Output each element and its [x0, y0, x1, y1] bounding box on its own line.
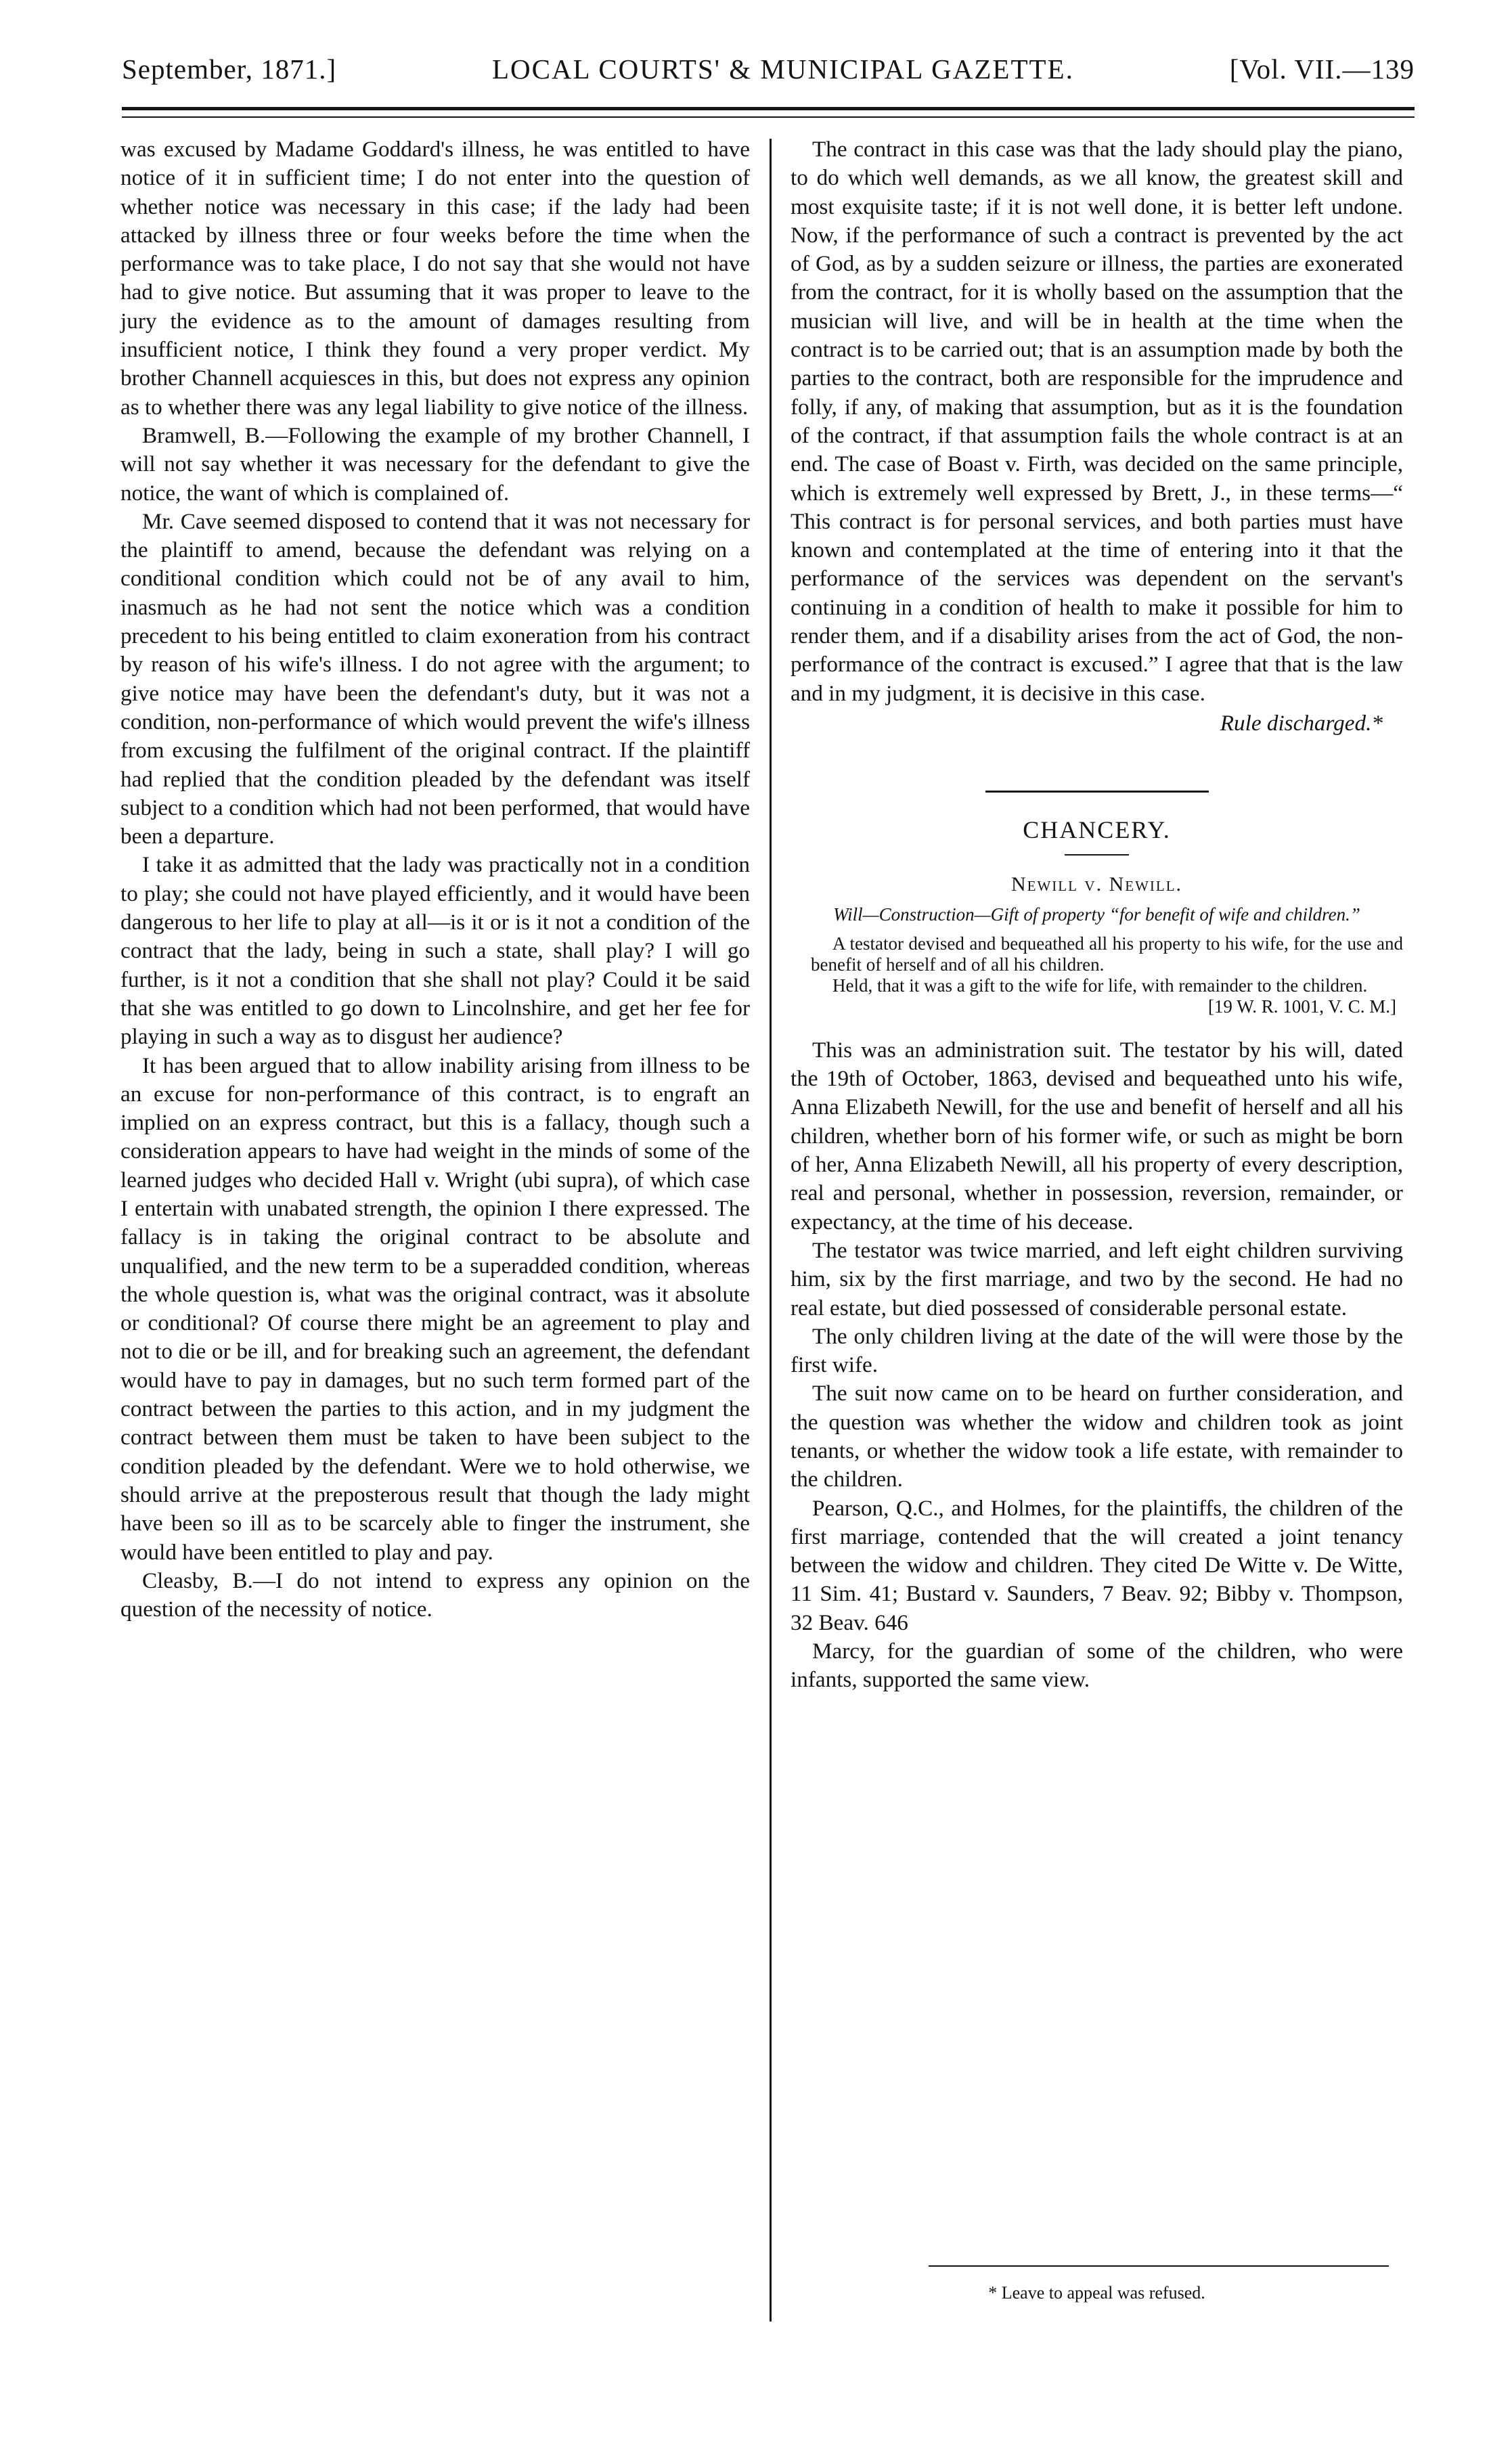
header-volume: [Vol. VII.—139	[1229, 53, 1415, 85]
right-paragraph: The contract in this case was that the lady should play the piano, to do which well demands, as we all know, the greatest skill and most exquisite taste; if it is not well done, it is better left undone. Now, if the performance of such a contract is prevented by the act of God, as by a sudden seizure or illness, the parties are exonerated from the contract, for it is wholly based on the assumption that the musician will live, and will be in health at the time when the contract is to be carried out; that is an assumption made by both the parties to the contract, both are responsible for the imprudence and folly, if any, of making that assumption, but as it is the foundation of the contract, if that assumption fails the whole contract is at an end. The case of Boast v. Firth, was decided on the same principle, which is extremely well expressed by Brett, J., in these terms—“ This contract is for personal services, and both parties must have known and contemplated at the time of entering into it that the performance of the services was dependent on the servant's continuing in a condition of health to make it possible for him to render them, and if a disability arises from the act of God, the non-performance of the contract is excused.” I agree that that is the law and in my judgment, it is decisive in this case.	[791, 137, 1403, 706]
page-header	[122, 53, 1415, 93]
right-column	[791, 135, 1403, 1695]
case-title: Newill v. Newill.	[1010, 872, 1183, 895]
headnote: A testator devised and bequeathed all his property to his wife, for the use and benefit of herself and of all his children.	[811, 933, 1403, 975]
left-paragraph: Cleasby, B.—I do not intend to express any opinion on the question of the necessity of notice.	[120, 1568, 750, 1622]
footnote: * Leave to appeal was refused.	[988, 2283, 1205, 2303]
case-paragraph: Marcy, for the guardian of some of the children, who were infants, supported the same view.	[791, 1639, 1403, 1693]
left-paragraph: was excused by Madame Goddard's illness, he was entitled to have notice of it in sufficient time; I do not enter into the question of whether notice was necessary in this case; if the lady had been attacked by illness three or four weeks before the time when the performance was to take place, I do not say that she would not have had to give notice. But assuming that it was proper to leave to the jury the evidence as to the amount of damages resulting from insufficient notice, I think they found a very proper verdict. My brother Channell acquiesces in this, but does not express any opinion as to whether there was any legal liability to give notice of the illness.	[120, 137, 750, 420]
left-paragraph: Bramwell, B.—Following the example of my brother Channell, I will not say whether it was necessary for the defendant to give the notice, the want of which is complained of.	[120, 422, 750, 506]
left-column	[120, 135, 750, 1624]
headnote: Held, that it was a gift to the wife for life, with remainder to the children.	[832, 975, 1368, 996]
section-sub-rule	[1065, 854, 1129, 856]
case-paragraph: The testator was twice married, and left eight children surviving him, six by the first marriage, and two by the second. He had no real estate, but died possessed of considerable personal estate.	[791, 1237, 1403, 1320]
left-paragraph: It has been argued that to allow inability arising from illness to be an excuse for non-performance of this contract, is to engraft an implied on an express contract, but this is a fallacy, though such a consideration appears to have had weight in the minds of some of the learned judges who decided Hall v. Wright (ubi supra), of which case I entertain with unabated strength, the opinion I there expressed. The fallacy is in taking the original contract to be absolute and unqualified, and the new term to be a superadded condition, whereas the whole question is, what was the original contract, was it absolute or conditional? Of course there might be an agreement to play and not to die or be ill, and for breaking such an agreement, the defendant would have to pay in damages, but no such term formed part of the contract between the parties to this action, and in my judgment the contract between them must be taken to have been subject to the condition pleaded by the defendant. Were we to hold otherwise, we should arrive at the preposterous result that though the lady might have been so ill as to be scarcely able to finger the instrument, she would have been entitled to play and pay.	[120, 1052, 750, 1565]
header-rule-thin	[122, 116, 1415, 118]
left-paragraph: I take it as admitted that the lady was practically not in a condition to play; she could not have played efficiently, and it would have been dangerous to her life to play at all—is it or is it not a condition of the contract that the lady, being in such a state, shall play? I will go further, is it not a condition that she shall not play? Could it be said that she was entitled to go down to Lincolnshire, and get her fee for playing in such a way as to disgust her audience?	[120, 852, 750, 1050]
rule-discharged: Rule discharged.*	[1220, 710, 1383, 736]
section-rule	[985, 791, 1209, 793]
header-date: September, 1871.]	[122, 53, 337, 85]
case-paragraph: The only children living at the date of the will were those by the first wife.	[791, 1323, 1403, 1378]
case-paragraph: The suit now came on to be heard on further consideration, and the question was whether the widow and children took as joint tenants, or whether the widow took a life estate, with remainder to the children.	[791, 1381, 1403, 1492]
section-heading: CHANCERY.	[1023, 816, 1171, 844]
case-citation: [19 W. R. 1001, V. C. M.]	[1207, 996, 1396, 1017]
header-title: LOCAL COURTS' & MUNICIPAL GAZETTE.	[491, 53, 1074, 85]
case-paragraph: This was an administration suit. The testator by his will, dated the 19th of October, 1863, devised and bequeathed unto his wife, Anna Elizabeth Newill, for the use and benefit of herself and all his children, whether born of his former wife, or such as might be born of her, Anna Elizabeth Newill, all his property of every description, real and personal, whether in possession, reversion, remainder, or expectancy, at the time of his decease.	[791, 1037, 1403, 1235]
footnote-rule	[929, 2265, 1389, 2267]
case-paragraph: Pearson, Q.C., and Holmes, for the plaintiffs, the children of the first marriage, contended that the will created a joint tenancy between the widow and children. They cited De Witte v. De Witte, 11 Sim. 41; Bustard v. Saunders, 7 Beav. 92; Bibby v. Thompson, 32 Beav. 646	[791, 1495, 1403, 1635]
header-rule-thick	[122, 107, 1415, 110]
left-paragraph: Mr. Cave seemed disposed to contend that it was not necessary for the plaintiff to amend, because the defendant was relying on a conditional condition which could not be of any avail to him, inasmuch as he had not sent the notice which was a condition precedent to his being entitled to claim exoneration from his contract by reason of his wife's illness. I do not agree with the argument; to give notice may have been the defendant's duty, but it was not a condition, non-performance of which would prevent the wife's illness from excusing the fulfilment of the original contract. If the plaintiff had replied that the condition pleaded by the defendant was itself subject to a condition which had not been performed, that would have been a departure.	[120, 508, 750, 849]
column-divider	[770, 139, 772, 2322]
headnote-title: Will—Construction—Gift of property “for benefit of wife and children.”	[833, 904, 1360, 925]
